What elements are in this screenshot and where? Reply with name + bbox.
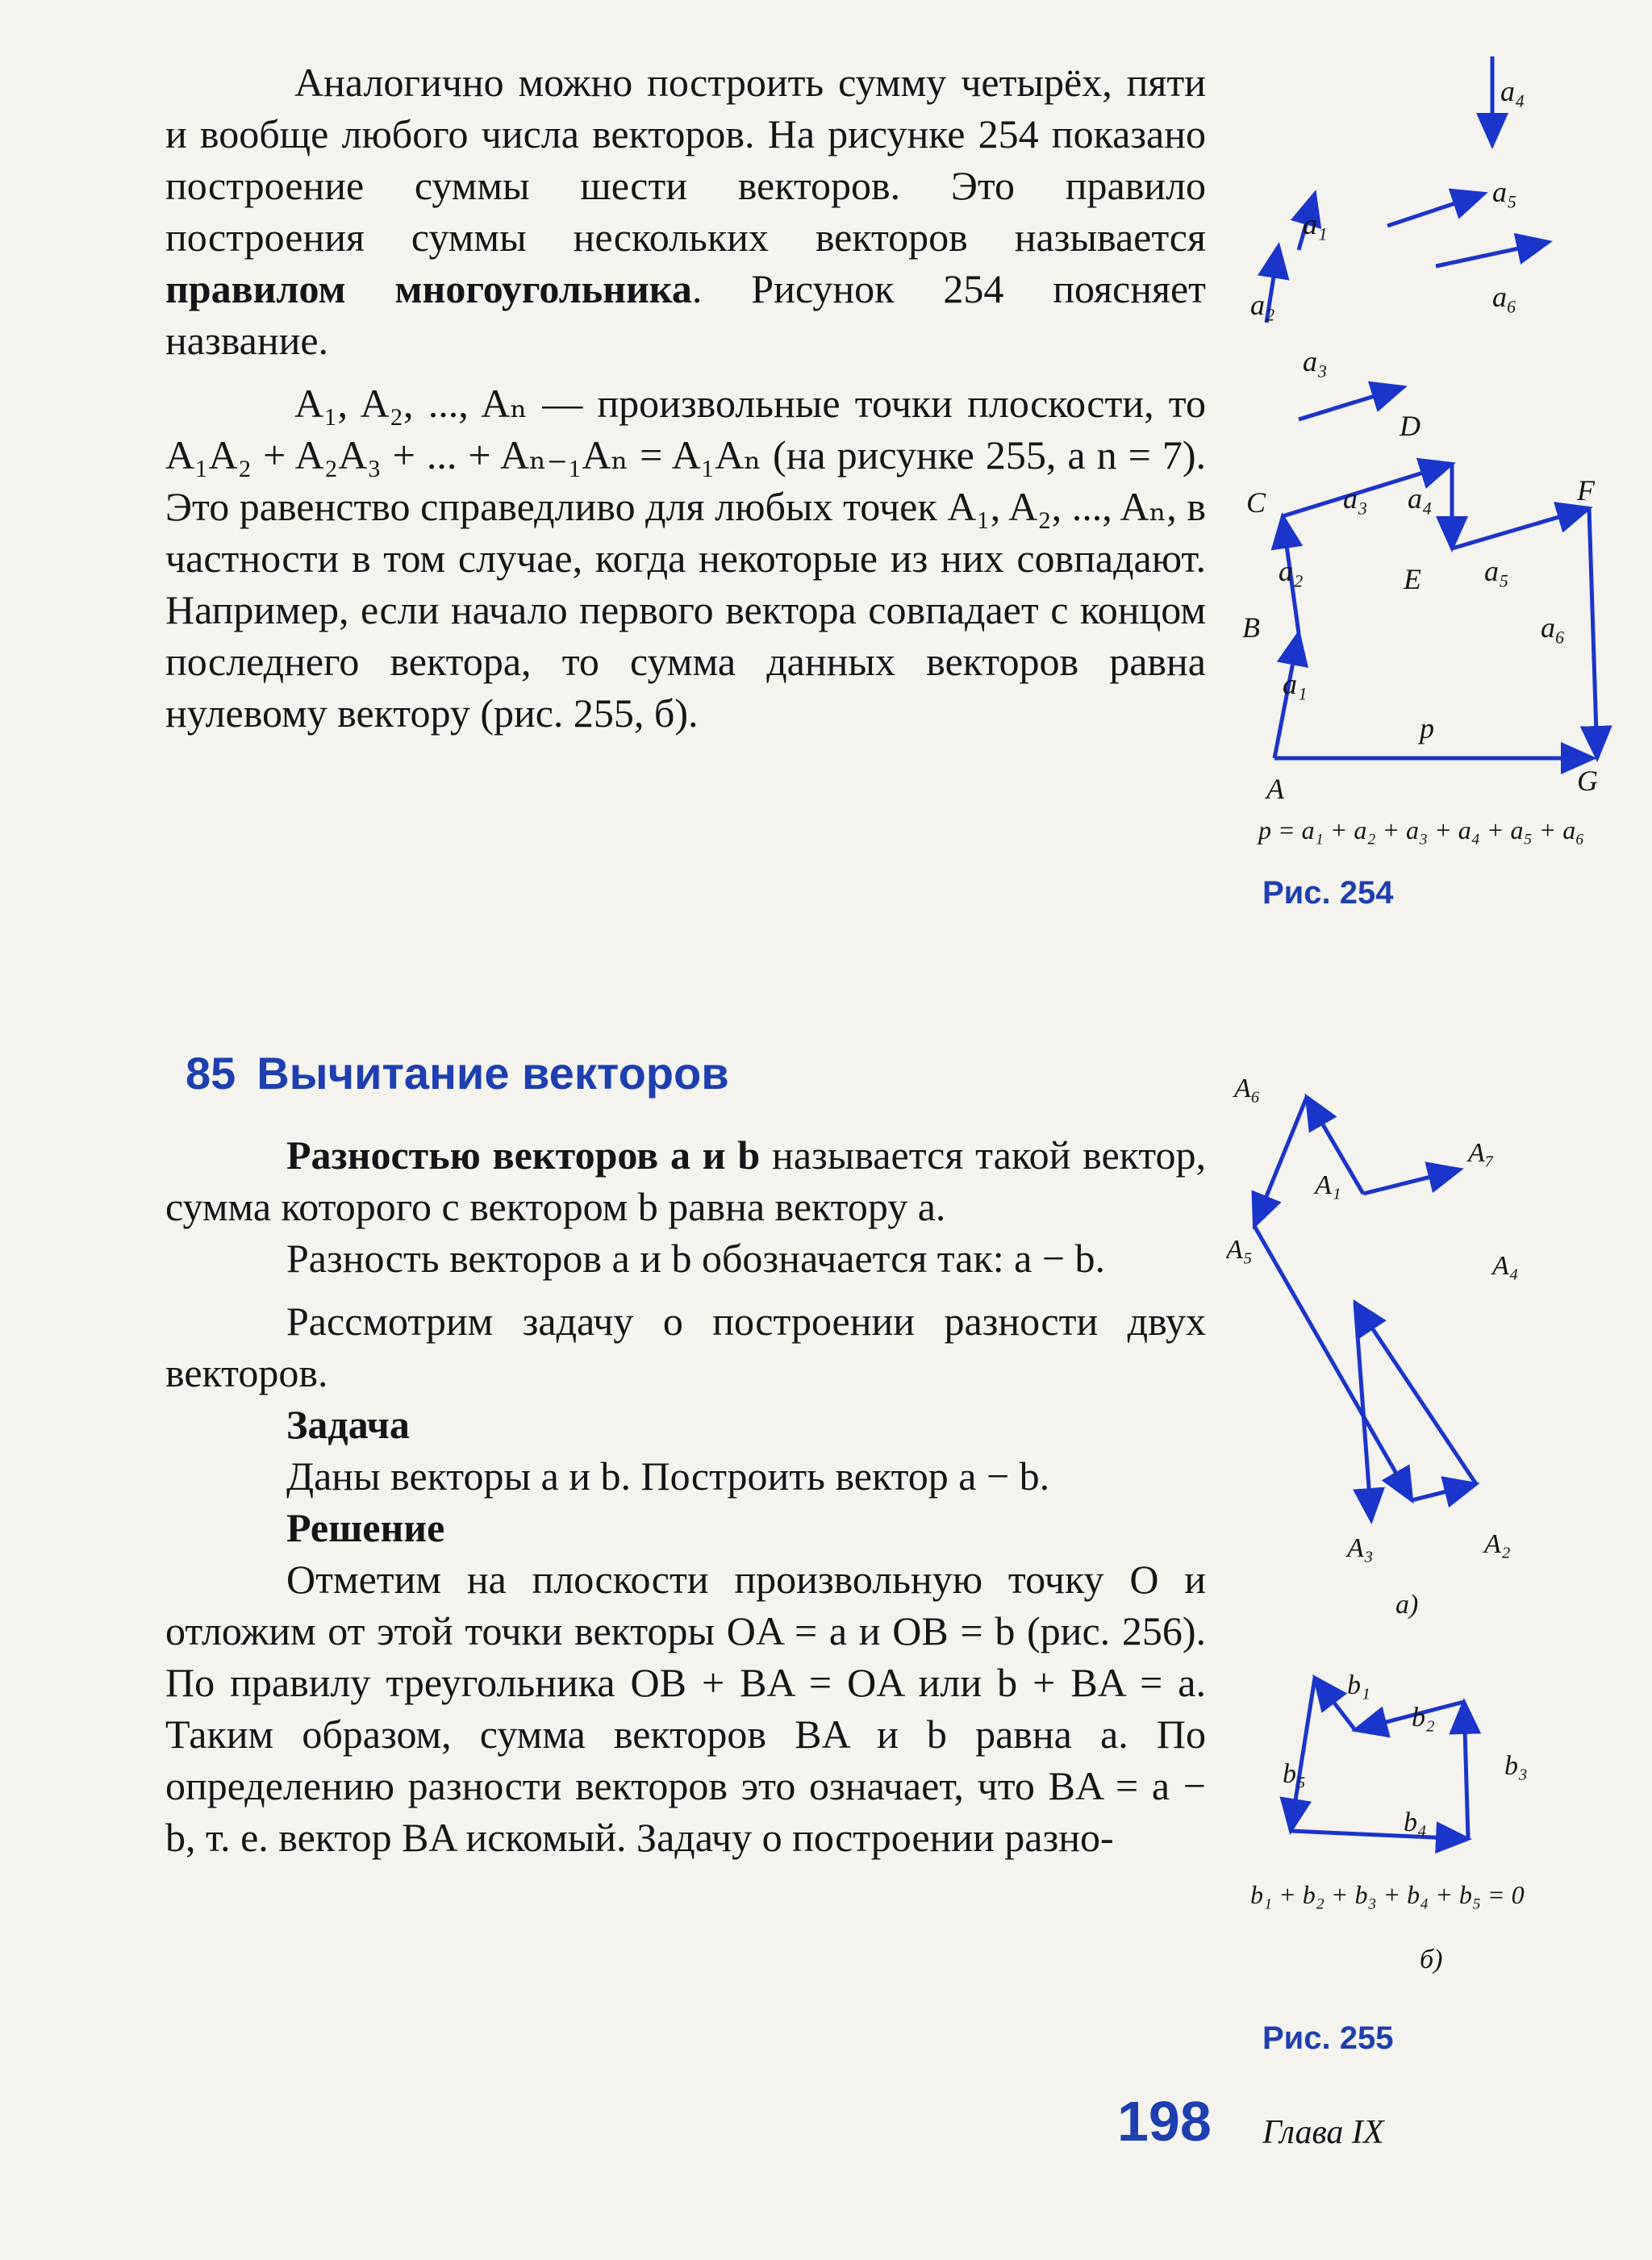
section-number: 85 bbox=[186, 1048, 236, 1099]
definition-rest: называется такой вектор, сумма которого с вектором b равна вектору a. bbox=[165, 1132, 1206, 1229]
vector-b3 bbox=[1464, 1702, 1468, 1839]
label-A3: A₃ bbox=[1347, 1533, 1374, 1563]
label-a4-loose: a₄ bbox=[1500, 75, 1525, 107]
label-point-E: E bbox=[1404, 563, 1421, 595]
vector-a3-loose bbox=[1299, 387, 1404, 419]
solution-heading: Решение bbox=[286, 1505, 445, 1550]
section-heading bbox=[186, 1047, 729, 1099]
formula-255: b₁ + b₂ + b₃ + b₄ + b₅ = 0 bbox=[1250, 1880, 1525, 1909]
label-p: p bbox=[1420, 712, 1434, 744]
vector-a6 bbox=[1589, 508, 1597, 758]
label-b5: b₅ bbox=[1283, 1759, 1306, 1789]
vector-b2 bbox=[1355, 1702, 1464, 1730]
label-sub-b: б) bbox=[1420, 1945, 1443, 1974]
definition bbox=[165, 1129, 1206, 1232]
label-a2-loose: a₂ bbox=[1250, 289, 1275, 321]
vector-b4-closing bbox=[1291, 1831, 1468, 1839]
para1-part1: Аналогично можно построить сумму четырёх, пяти и вообще любого числа векторов. На рисунке 254 показано построение суммы шести векторов. Это правило построения суммы нескольких векторов называется bbox=[165, 60, 1206, 260]
paragraph-polygon-rule bbox=[165, 56, 1206, 366]
label-point-D: D bbox=[1400, 410, 1420, 442]
formula-254: p = a₁ + a₂ + a₃ + a₄ + a₅ + a₆ bbox=[1258, 815, 1585, 844]
solution-text: Отметим на плоскости произвольную точку O и отложим от этой точки векторы OA = a и OB = b (рис. 256). По правилу треугольника OB + BA = OA или b + BA = a. Таким образом, сумма векторов BA и b равна a. По определению разности векторов это означает, что BA = a − b, т. е. вектор BA искомый. Задачу о построении разно- bbox=[165, 1557, 1206, 1860]
label-A5: A₅ bbox=[1226, 1235, 1253, 1265]
consider-text: Рассмотрим задачу о построении разности двух векторов. bbox=[165, 1299, 1206, 1395]
notation-text: Разность векторов a и b обозначается так: a − b. bbox=[286, 1236, 1106, 1281]
vector-a6a7 bbox=[1355, 1303, 1371, 1520]
caption-fig254: Рис. 254 bbox=[1262, 875, 1394, 911]
label-a1-loose: a₁ bbox=[1303, 208, 1328, 240]
caption-fig255: Рис. 255 bbox=[1262, 2020, 1394, 2056]
label-b2: b₂ bbox=[1412, 1703, 1435, 1733]
section-title: Вычитание векторов bbox=[257, 1048, 729, 1099]
label-point-F: F bbox=[1577, 474, 1595, 507]
label-a6-loose: a₆ bbox=[1492, 281, 1517, 313]
label-a5: a₅ bbox=[1484, 555, 1509, 587]
label-A4: A₄ bbox=[1492, 1251, 1519, 1281]
vector-b5 bbox=[1291, 1678, 1315, 1831]
label-a1: a₁ bbox=[1283, 668, 1308, 700]
vector-a5a6 bbox=[1355, 1303, 1476, 1484]
label-a6: a₆ bbox=[1541, 611, 1566, 644]
vector-a1a7 bbox=[1363, 1170, 1460, 1194]
label-a4: a₄ bbox=[1408, 482, 1433, 515]
vector-a5-loose bbox=[1387, 194, 1484, 226]
label-A2: A₂ bbox=[1484, 1529, 1511, 1559]
vector-a6-loose bbox=[1436, 242, 1549, 266]
para1-part3: . Рисунок 254 поясняет название. bbox=[165, 266, 1207, 363]
paragraph-polygon-formulation: A₁, A₂, ..., Aₙ — произвольные точки плоскости, то A₁A₂ + A₂A₃ + ... + Aₙ₋₁Aₙ = A₁Aₙ (на рисунке 255, а n = 7). Это равенство справедливо для любых точек A₁, A₂, ..., Aₙ, в частности в том случае, когда некоторые из них совпадают. Например, если начало первого вектора совпадает с концом последнего вектора, то сумма данных векторов равна нулевому вектору (рис. 255, б). bbox=[165, 381, 1206, 736]
vector-a4a5 bbox=[1412, 1484, 1476, 1500]
label-A7: A₇ bbox=[1468, 1138, 1495, 1168]
para1-term: правилом многоугольника bbox=[165, 266, 692, 311]
definition-term: Разностью векторов a и b bbox=[286, 1132, 761, 1178]
main-text-bottom bbox=[165, 1129, 1206, 1863]
task-heading: Задача bbox=[286, 1402, 410, 1447]
label-a2: a₂ bbox=[1279, 555, 1304, 587]
label-sub-a: а) bbox=[1395, 1590, 1419, 1620]
vector-a3a4 bbox=[1254, 1226, 1412, 1500]
label-point-B: B bbox=[1242, 611, 1260, 644]
chapter-label: Глава IX bbox=[1262, 2114, 1384, 2151]
label-A6: A₆ bbox=[1234, 1074, 1261, 1103]
label-b1: b₁ bbox=[1347, 1670, 1370, 1700]
figures-254-255 bbox=[1226, 32, 1646, 2097]
page-number: 198 bbox=[1117, 2090, 1212, 2153]
task-text: Даны векторы a и b. Построить вектор a − b. bbox=[286, 1453, 1050, 1499]
label-a3: a₃ bbox=[1343, 482, 1368, 515]
vector-a5 bbox=[1452, 508, 1589, 548]
label-a5-loose: a₅ bbox=[1492, 176, 1517, 208]
label-a3-loose: a₃ bbox=[1303, 345, 1328, 377]
label-b3: b₃ bbox=[1504, 1751, 1528, 1781]
label-point-G: G bbox=[1577, 765, 1598, 797]
vector-a2a3 bbox=[1254, 1097, 1307, 1226]
label-A1: A₁ bbox=[1315, 1170, 1341, 1200]
label-point-A: A bbox=[1266, 773, 1284, 805]
label-point-C: C bbox=[1246, 486, 1266, 519]
label-b4: b₄ bbox=[1404, 1808, 1427, 1837]
main-text-top bbox=[165, 56, 1206, 739]
